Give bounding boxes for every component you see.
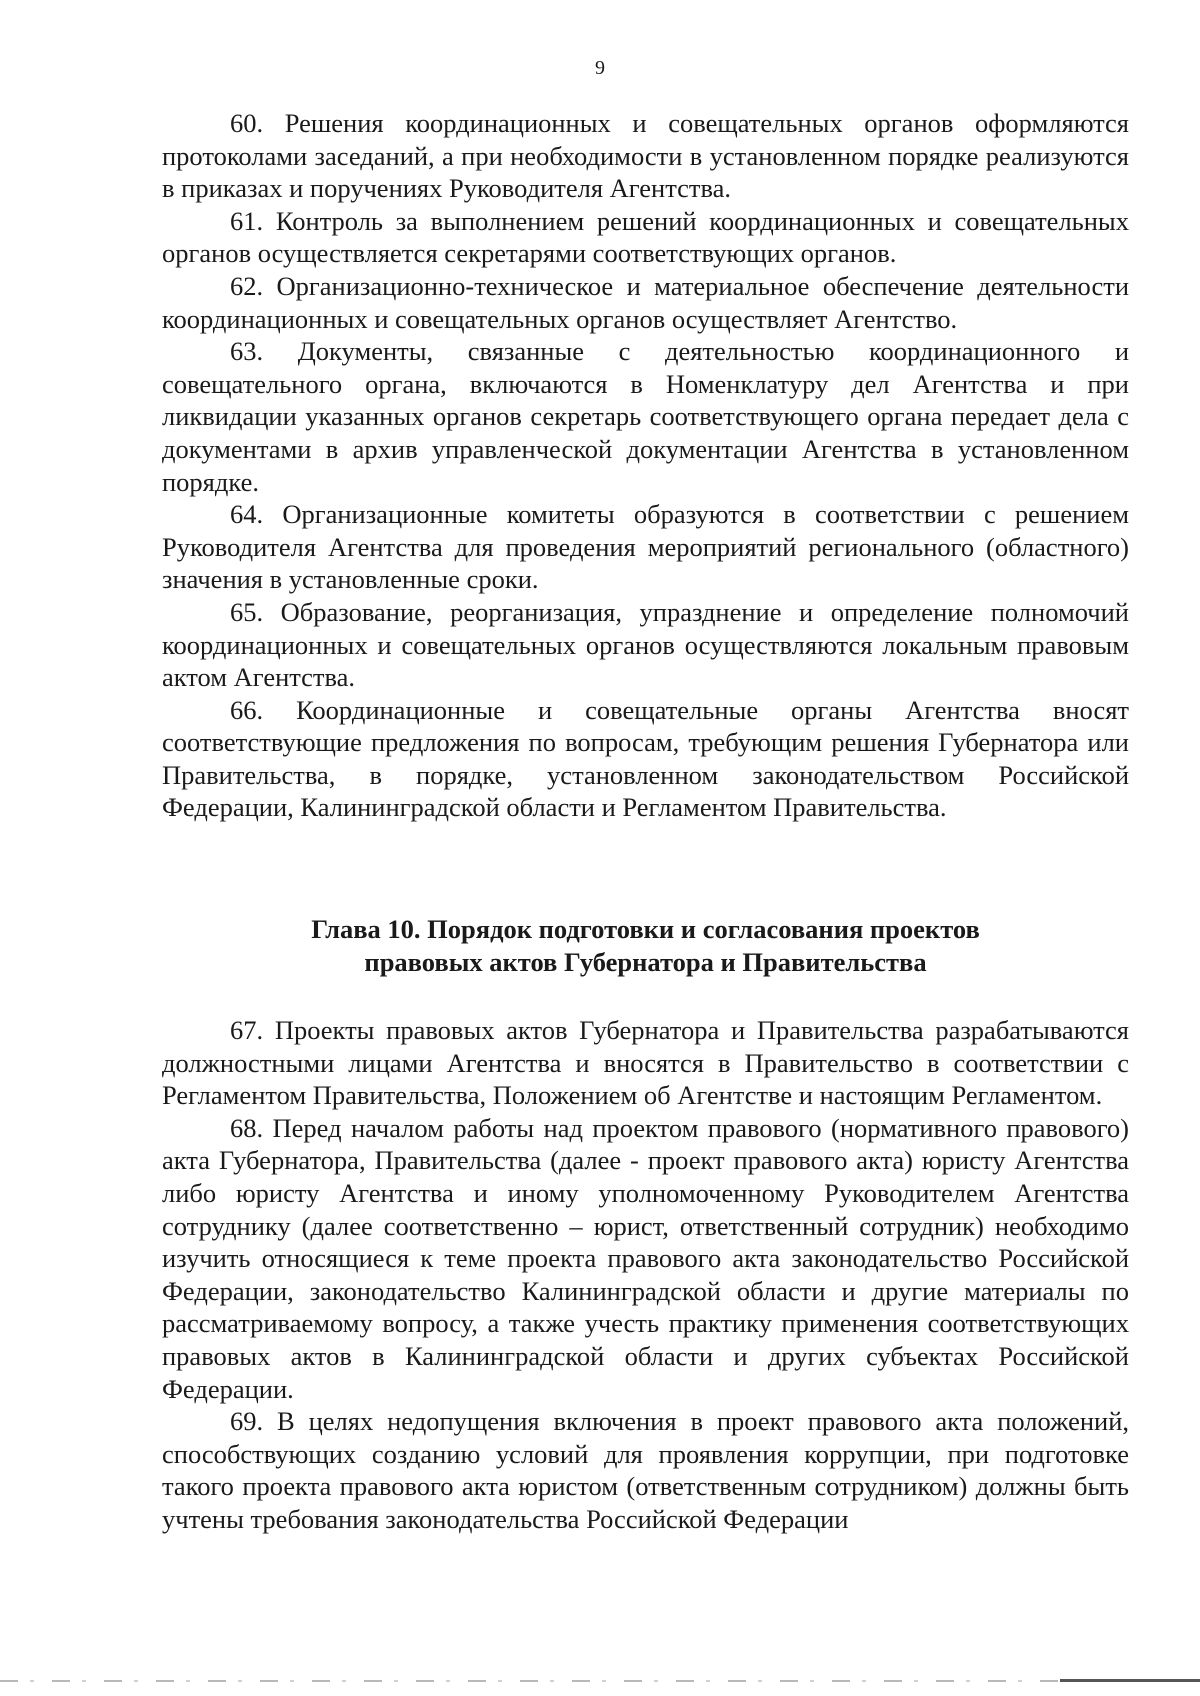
paragraphs-section-bottom <box>162 1014 1129 1536</box>
paragraph-64: 64. Организационные комитеты образуются в соответствии с решением Руководителя Агентства для проведения мероприятий регионального (областного) значения в установленные сроки. <box>162 499 1129 595</box>
paragraph-67: 67. Проекты правовых актов Губернатора и Правительства разрабатываются должностными лицами Агентства и вносятся в Правительство в соответствии с Регламентом Правительства, Положением об Агентстве и настоящим Регламентом. <box>162 1015 1129 1111</box>
page-number: 9 <box>595 57 605 79</box>
paragraph-62: 62. Организационно-техническое и материальное обеспечение деятельности координационных и совещательных органов осуществляет Агентство. <box>162 270 1129 334</box>
paragraph-69: 69. В целях недопущения включения в проект правового акта положений, способствующих созданию условий для проявления коррупции, при подготовке такого проекта правового акта юристом (ответственным сотрудником) должны быть учтены требования законодательства Российской Федерации <box>162 1406 1129 1534</box>
paragraph-61: 61. Контроль за выполнением решений координационных и совещательных органов осуществляется секретарями соответствующих органов. <box>162 205 1129 269</box>
paragraph-66: 66. Координационные и совещательные органы Агентства вносят соответствующие предложения по вопросам, требующим решения Губернатора или Правительства, в порядке, установленном законодательством Российской Федерации, Калининградской области и Регламентом Правительства. <box>162 694 1129 823</box>
scan-edge-artifact <box>0 1680 1200 1682</box>
chapter-heading-line-1: Глава 10. Порядок подготовки и согласования проектов <box>311 914 980 944</box>
chapter-heading-line-2: правовых актов Губернатора и Правительства <box>364 947 927 977</box>
paragraph-60: 60. Решения координационных и совещательных органов оформляются протоколами заседаний, а при необходимости в установленном порядке реализуются в приказах и поручениях Руководителя Агентства. <box>162 108 1129 204</box>
paragraph-63: 63. Документы, связанные с деятельностью координационного и совещательного органа, включаются в Номенклатуру дел Агентства и при ликвидации указанных органов секретарь соответствующего органа передает дела с документами в архив управленческой документации Агентства в установленном порядке. <box>162 336 1129 497</box>
paragraphs-section-top <box>162 107 1129 824</box>
paragraph-65: 65. Образование, реорганизация, упразднение и определение полномочий координационных и совещательных органов осуществляются локальным правовым актом Агентства. <box>162 596 1129 693</box>
paragraph-68: 68. Перед началом работы над проектом правового (нормативного правового) акта Губернатора, Правительства (далее - проект правового акта) юристу Агентства либо юристу Агентства и иному уполномоченному Руководителем Агентства сотруднику (далее соответственно – юрист, ответственный сотрудник) необходимо изучить относящиеся к теме проекта правового акта законодательство Российской Федерации, законодательство Калининградской области и другие материалы по рассматриваемому вопросу, а также учесть практику применения соответствующих правовых актов в Калининградской области и других субъектах Российской Федерации. <box>162 1112 1129 1404</box>
chapter-heading <box>162 913 1129 979</box>
scan-edge-mark <box>1060 1679 1200 1682</box>
